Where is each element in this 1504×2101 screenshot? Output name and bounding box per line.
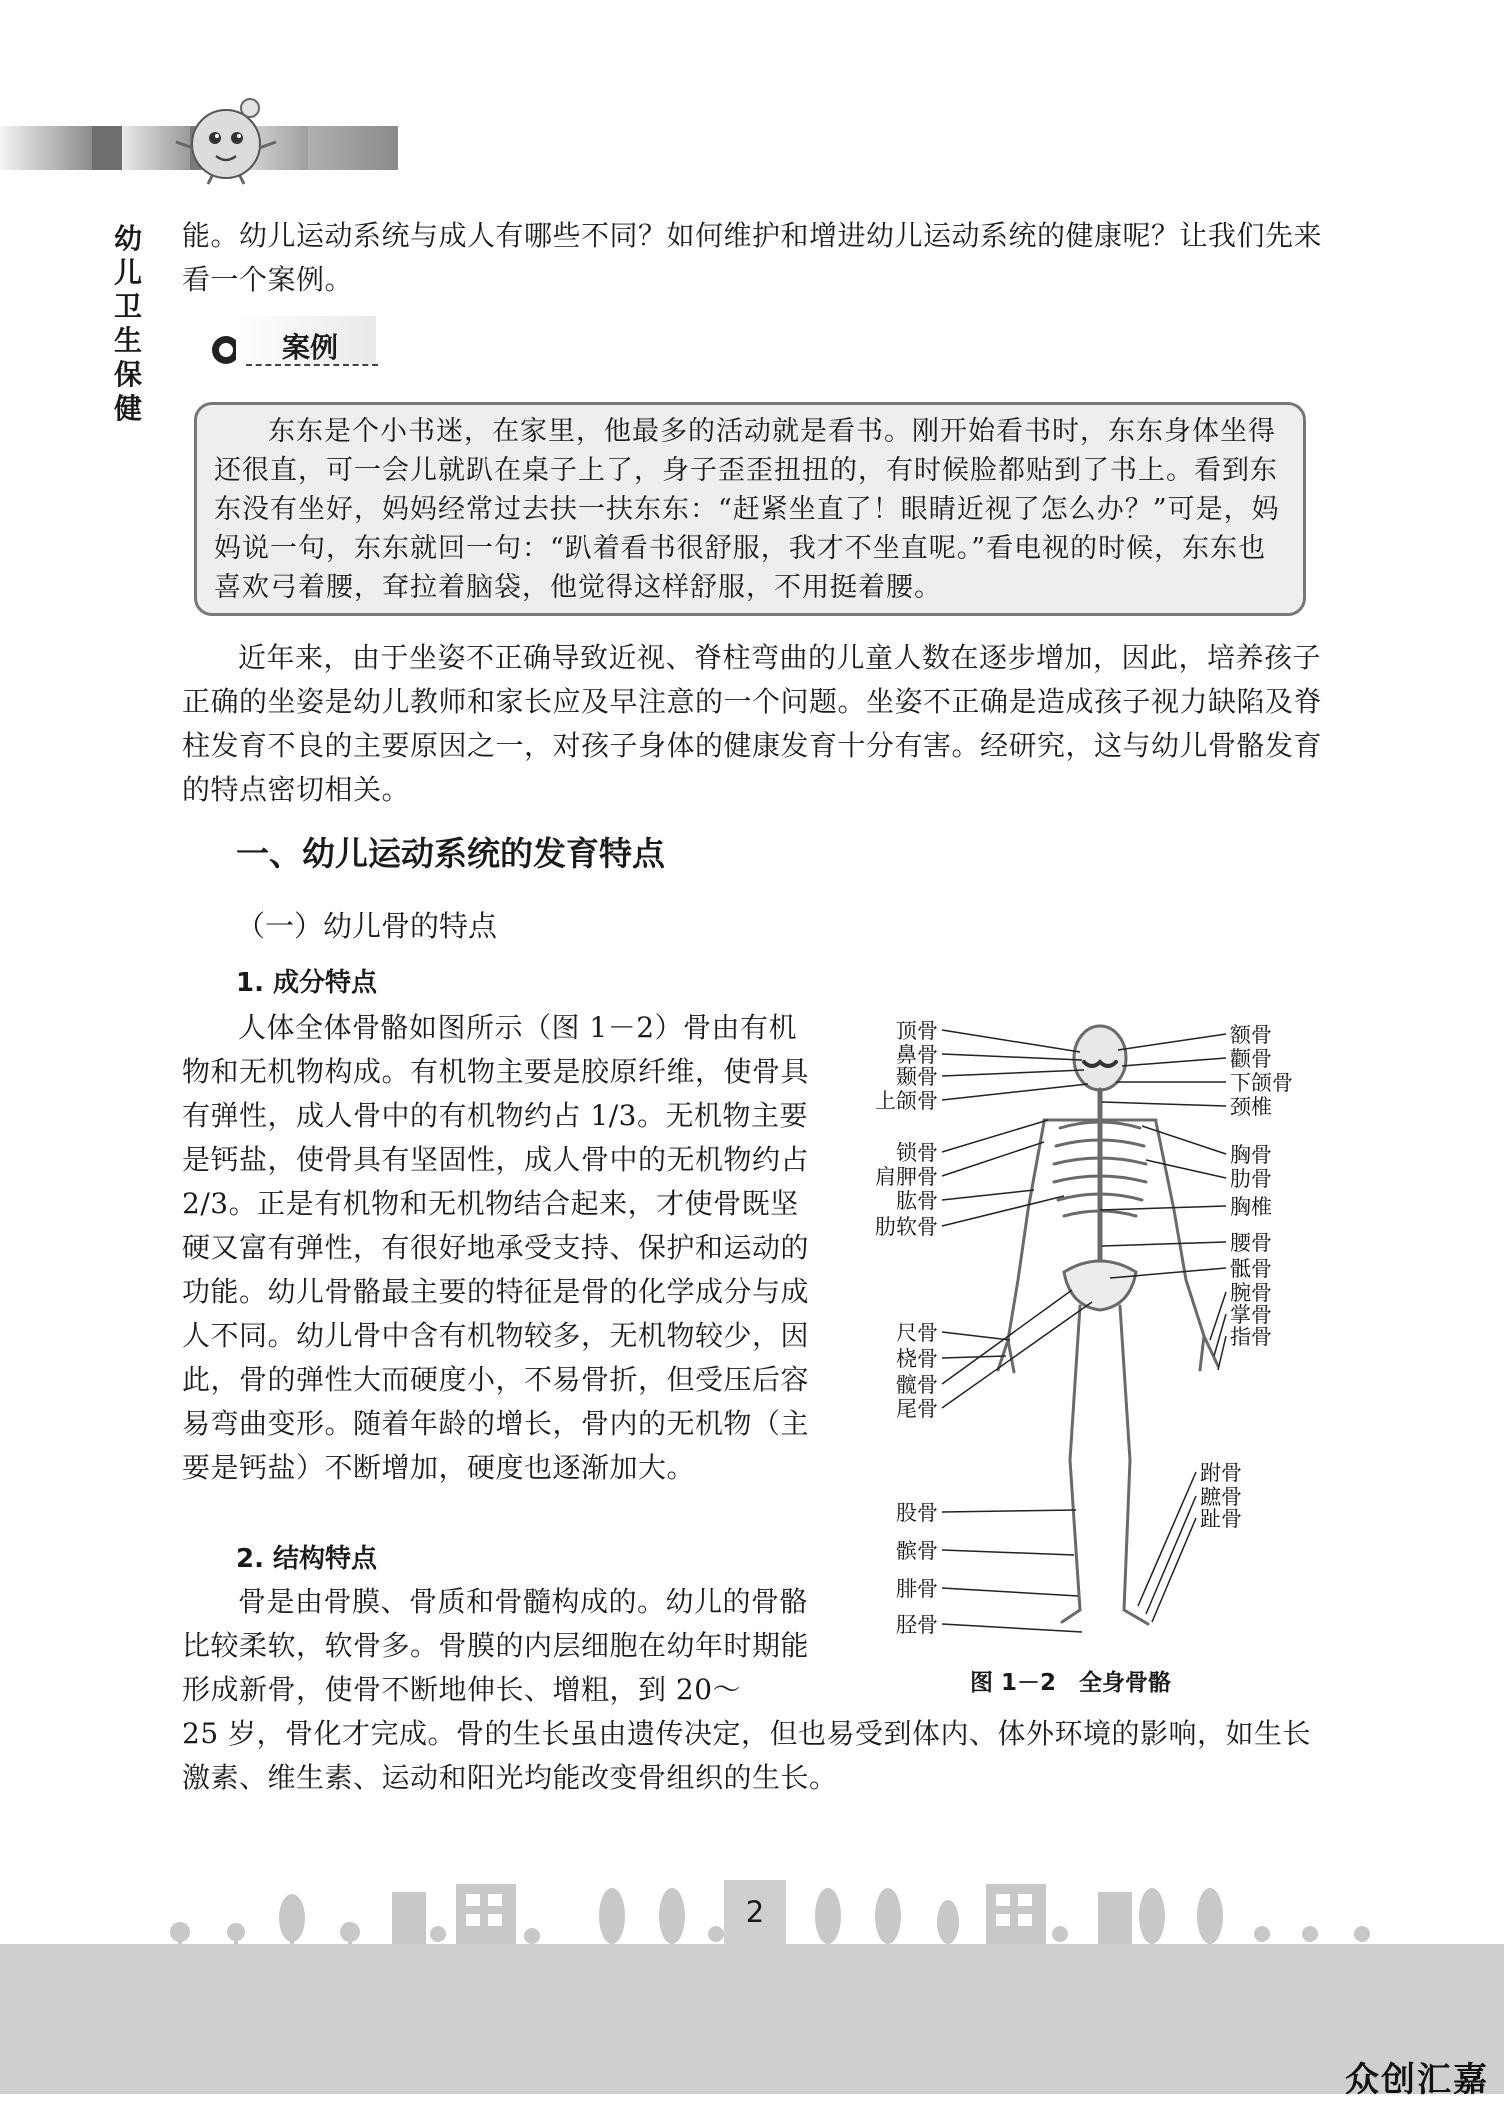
figure-leader-line <box>1102 1242 1226 1246</box>
figure-label: 肱骨 <box>896 1189 938 1213</box>
figure-leader-line <box>942 1624 1082 1632</box>
figure-label: 胸骨 <box>1230 1143 1272 1167</box>
figure-label: 胫骨 <box>896 1613 938 1637</box>
side-title-char: 儿 <box>113 256 142 289</box>
mascot-icon <box>160 96 290 186</box>
figure-label: 肋骨 <box>1230 1167 1272 1191</box>
figure-leader-line <box>942 1510 1076 1512</box>
figure-leader-line <box>1102 1102 1226 1106</box>
item-heading-structure: 2. 结构特点 <box>236 1544 378 1574</box>
figure-leader-line <box>942 1196 1064 1226</box>
figure-label: 腓骨 <box>896 1577 938 1601</box>
figure-label: 骶骨 <box>1230 1257 1272 1281</box>
skeleton-drawing <box>998 1026 1218 1624</box>
figure-label: 腰骨 <box>1230 1231 1272 1255</box>
figure-leader-line <box>942 1302 1092 1408</box>
paragraph-sitting-posture: 近年来，由于坐姿不正确导致近视、脊柱弯曲的儿童人数在逐步增加，因此，培养孩子正确的坐姿是幼儿教师和家长应及早注意的一个问题。坐姿不正确是造成孩子视力缺陷及脊柱发育不良的主要原因之一，对孩子身体的健康发育十分有害。经研究，这与幼儿骨骼发育的特点密切相关。 <box>182 641 1323 806</box>
figure-label: 趾骨 <box>1200 1507 1242 1531</box>
figure-leader-line <box>942 1290 1072 1384</box>
figure-leader-line <box>942 1120 1048 1152</box>
figure-label: 颈椎 <box>1230 1095 1272 1119</box>
figure-leader-line <box>942 1070 1084 1076</box>
figure-leader-line <box>942 1550 1074 1555</box>
case-divider <box>246 364 378 366</box>
footer-strip <box>0 1944 1504 2094</box>
figure-leader-line <box>1118 1034 1226 1050</box>
figure-leader-line <box>1210 1292 1226 1340</box>
figure-label: 尾骨 <box>896 1397 938 1421</box>
paragraph-structure-part2: 25 岁，骨化才完成。骨的生长虽由遗传决定，但也易受到体内、体外环境的影响，如生长激素、维生素、运动和阳光均能改变骨组织的生长。 <box>182 1717 1312 1794</box>
side-title-char: 卫 <box>113 290 142 323</box>
figure-label: 锁骨 <box>896 1141 938 1165</box>
figure-leader-line <box>1218 1336 1226 1370</box>
case-text: 东东是个小书迷，在家里，他最多的活动就是看书。刚开始看书时，东东身体坐得还很直，可一会儿就趴在桌子上了，身子歪歪扭扭的，有时候脸都贴到了书上。看到东东没有坐好，妈妈经常过去扶一扶东东：“赶紧坐直了！眼睛近视了怎么办？”可是，妈妈说一句，东东就回一句：“趴着看书很舒服，我才不坐直呢。”看电视的时候，东东也喜欢弓着腰，耷拉着脑袋，他觉得这样舒服，不用挺着腰。 <box>214 416 1280 603</box>
figure-leader-line <box>942 1054 1082 1060</box>
figure-leader-line <box>942 1030 1080 1052</box>
figure-label: 腕骨 <box>1230 1281 1272 1305</box>
figure-leader-line <box>1146 1496 1196 1614</box>
side-title-char: 幼 <box>113 222 142 255</box>
figure-label: 指骨 <box>1230 1325 1272 1349</box>
figure-label: 胸椎 <box>1230 1195 1272 1219</box>
side-title-char: 生 <box>113 324 142 357</box>
side-book-title <box>110 222 146 426</box>
figure-leader-line <box>942 1190 1034 1200</box>
publisher-watermark: 众创汇嘉 <box>1345 2060 1489 2100</box>
figure-leader-line <box>1122 1058 1226 1066</box>
figure-label: 蹠骨 <box>1200 1485 1242 1509</box>
case-label: 案例 <box>282 331 339 364</box>
figure-label: 颞骨 <box>896 1065 938 1089</box>
paragraph-structure-part1: 骨是由骨膜、骨质和骨髓构成的。幼儿的骨骼比较柔软，软骨多。骨膜的内层细胞在幼年时期能形成新骨，使骨不断地伸长、增粗，到 20～ <box>182 1585 810 1706</box>
figure-label: 跗骨 <box>1200 1461 1242 1485</box>
side-title-char: 健 <box>113 392 142 425</box>
figure-leader-line <box>942 1084 1088 1100</box>
paragraph-composition: 人体全体骨骼如图所示（图 1－2）骨由有机物和无机物构成。有机物主要是胶原纤维，使骨具有弹性，成人骨中的有机物约占 1/3。无机物主要是钙盐，使骨具有坚固性，成人骨中的无机物约占 2/3。正是有机物和无机物结合起来，才使骨既坚硬又富有弹性，有很好地承受支持、保护和运动的功能。幼儿骨骼最主要的特征是骨的化学成分与成人不同。幼儿骨中含有机物较多，无机物较少，因此，骨的弹性大而硬度小，不易骨折，但受压后容易弯曲变形。随着年龄的增长，骨内的无机物（主要是钙盐）不断增加，硬度也逐渐加大。 <box>182 1011 810 1484</box>
figure-label: 下颌骨 <box>1230 1071 1293 1095</box>
figure-caption: 图 1－2 全身骨骼 <box>970 1670 1172 1696</box>
figure-label: 上颌骨 <box>875 1089 938 1113</box>
figure-leader-line <box>942 1356 1006 1358</box>
figure-label: 鼻骨 <box>896 1043 938 1067</box>
figure-leader-line <box>1152 1518 1196 1622</box>
figure-label: 股骨 <box>896 1501 938 1525</box>
figure-leader-line <box>942 1332 1010 1340</box>
figure-leader-line <box>1142 1126 1226 1154</box>
figure-label: 颧骨 <box>1230 1047 1272 1071</box>
figure-label: 肩胛骨 <box>875 1165 938 1189</box>
subsection-heading: （一）幼儿骨的特点 <box>236 909 498 943</box>
figure-label: 髋骨 <box>896 1373 938 1397</box>
item-heading-composition: 1. 成分特点 <box>236 968 378 998</box>
figure-label: 额骨 <box>1230 1023 1272 1047</box>
side-title-char: 保 <box>113 358 142 391</box>
section-heading: 一、幼儿运动系统的发育特点 <box>236 834 665 873</box>
figure-leader-line <box>942 1588 1078 1596</box>
figure-label: 肋软骨 <box>875 1215 938 1239</box>
figure-label: 桡骨 <box>896 1347 938 1371</box>
intro-paragraph: 能。幼儿运动系统与成人有哪些不同？如何维护和增进幼儿运动系统的健康呢？让我们先来看一个案例。 <box>182 219 1323 296</box>
figure-label: 掌骨 <box>1230 1303 1272 1327</box>
page-number: 2 <box>724 1880 786 1944</box>
figure-label: 髌骨 <box>896 1539 938 1563</box>
figure-leader-line <box>1146 1160 1226 1178</box>
skeleton-figure <box>848 1010 1318 1650</box>
figure-label: 顶骨 <box>896 1019 938 1043</box>
figure-leader-line <box>1100 1206 1226 1210</box>
figure-label: 尺骨 <box>896 1321 938 1345</box>
